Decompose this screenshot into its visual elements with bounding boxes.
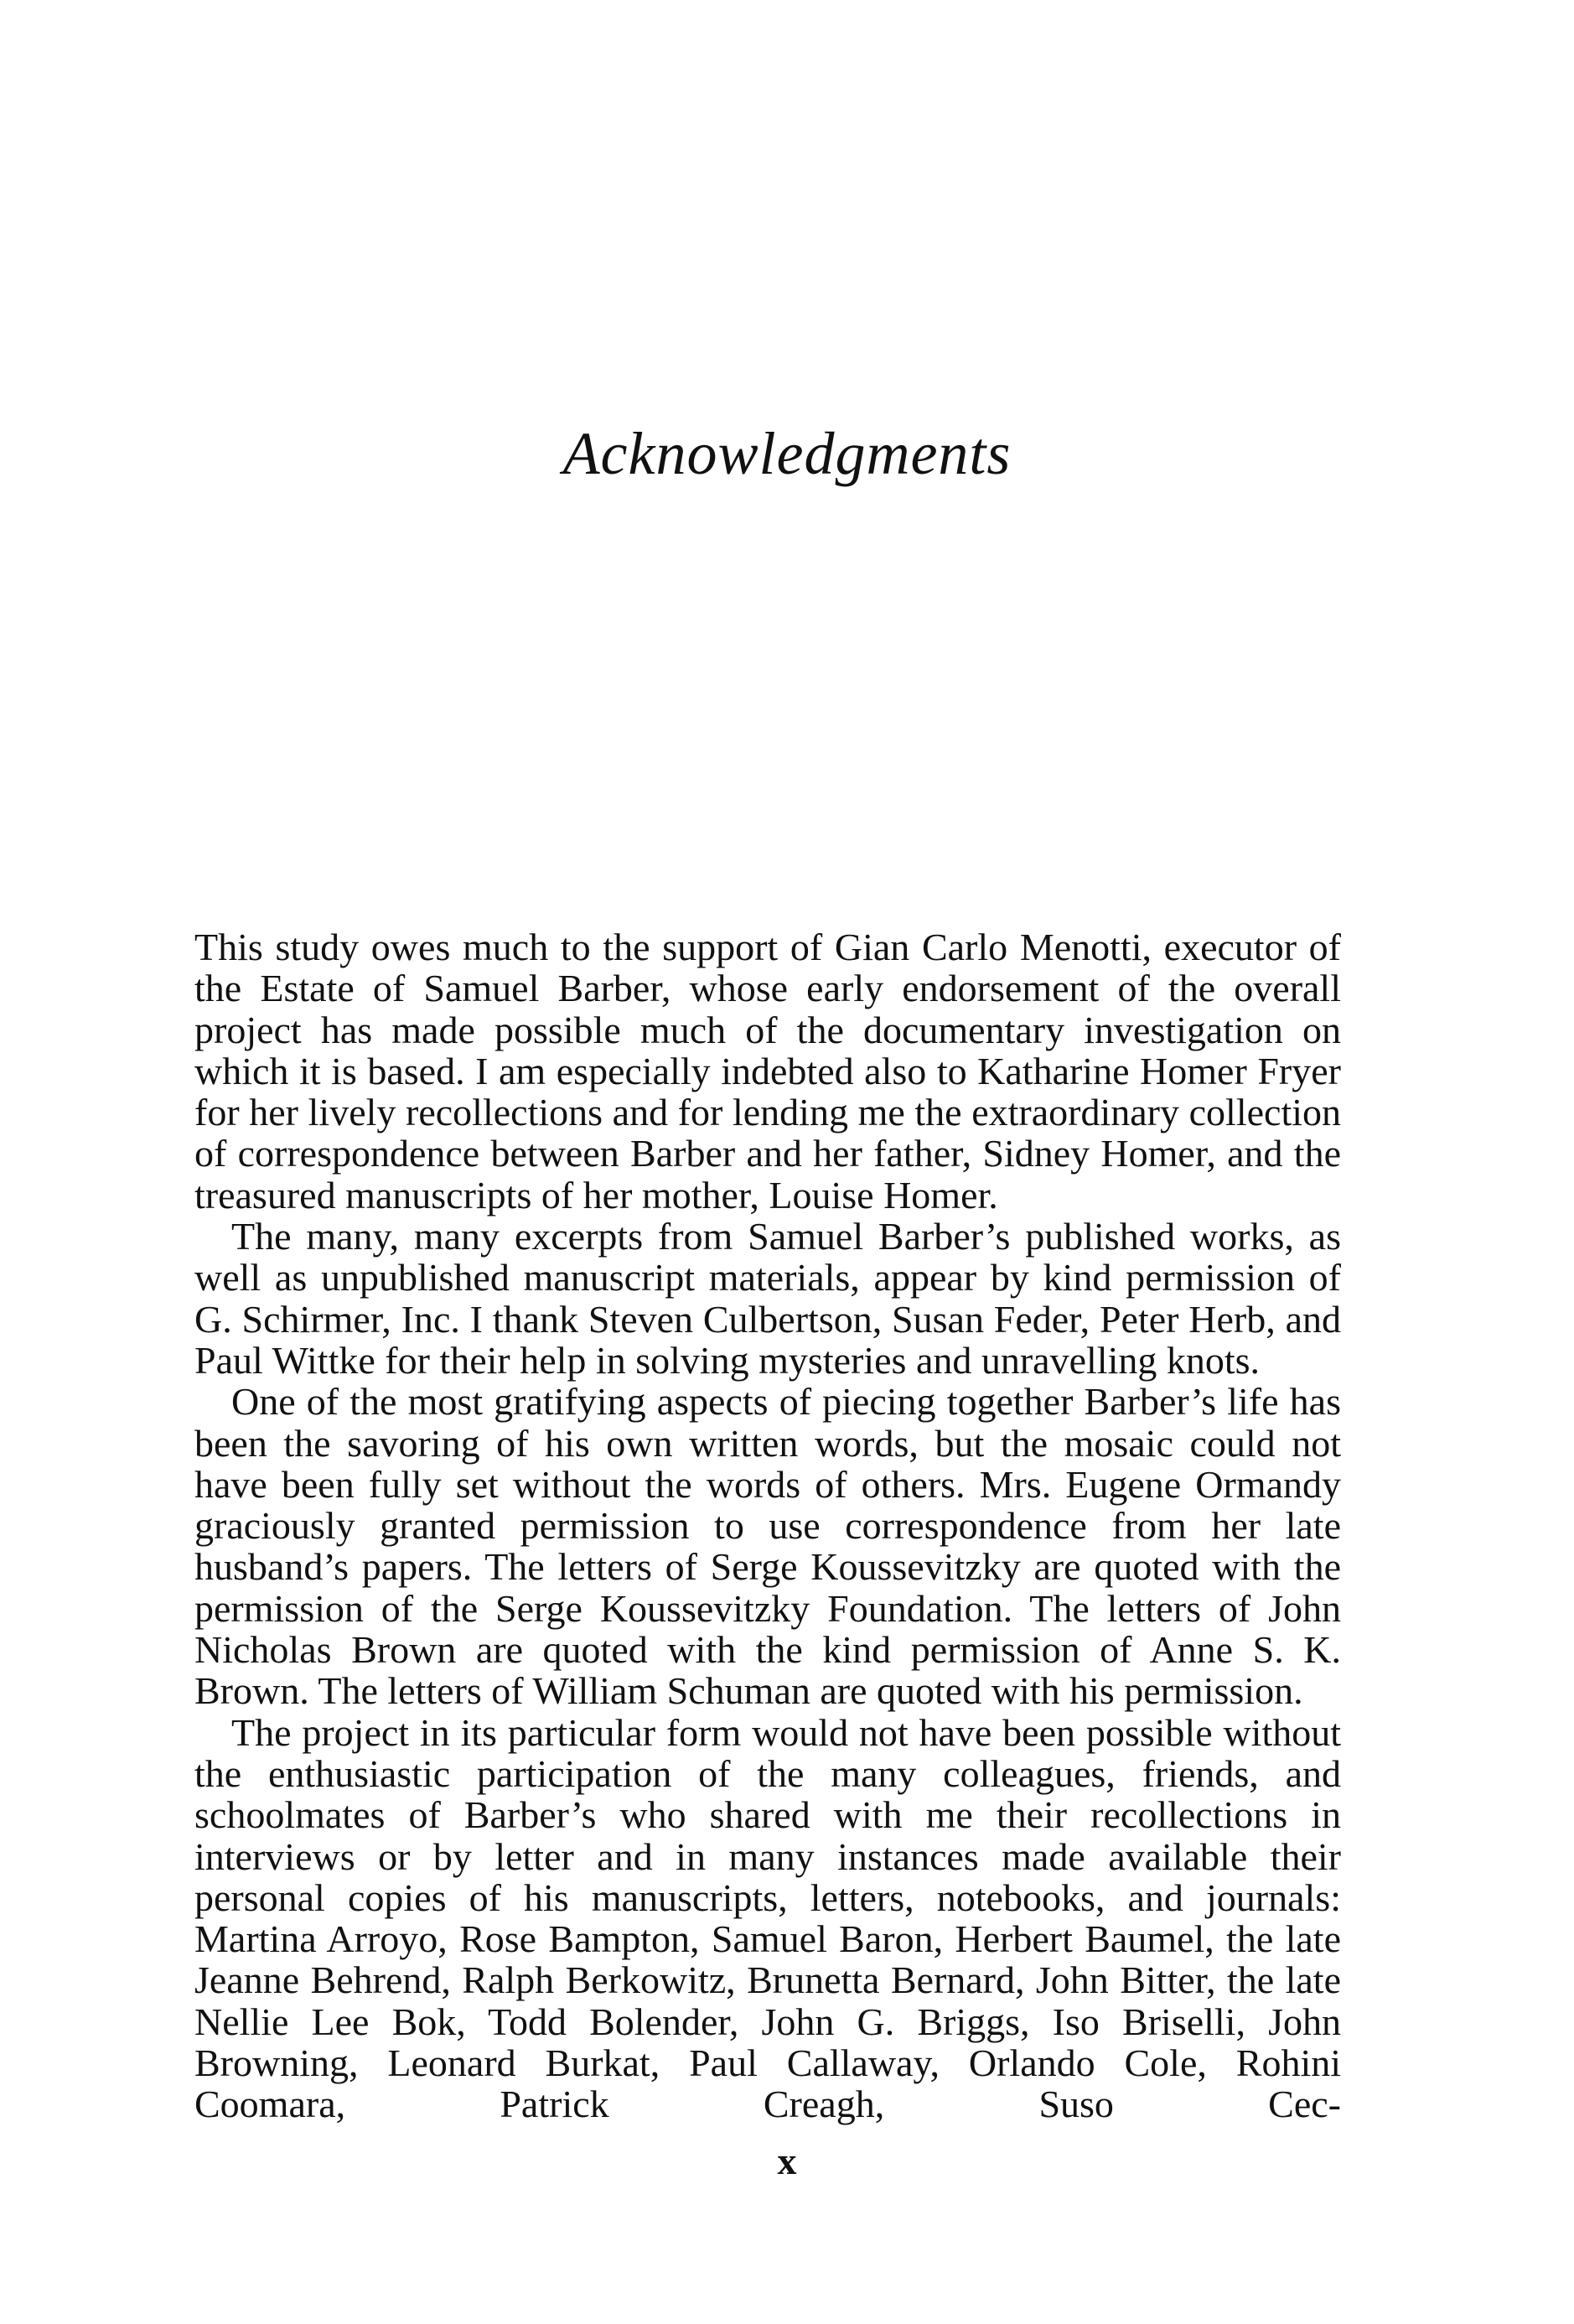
paragraph-2: The many, many excerpts from Samuel Barber’s published works, as well as unpublished manuscript materials, appear by kind permission of G. Schirmer, Inc. I thank Steven Culbertson, Susan Feder, Peter Herb, and Paul Wittke for their help in solving mysteries and unravelling knots. — [194, 1215, 1341, 1382]
page-number: x — [777, 2140, 797, 2182]
body-text — [194, 926, 1341, 2125]
paragraph-4: The project in its particular form would not have been possible without the enthusiastic participation of the many colleagues, friends, and schoolmates of Barber’s who shared with me their recollections in interviews or by letter and in many instances made available their personal copies of his manuscripts, letters, notebooks, and journals: Martina Arroyo, Rose Bampton, Samuel Baron, Herbert Baumel, the late Jeanne Behrend, Ralph Berkowitz, Brunetta Bernard, John Bitter, the late Nellie Lee Bok, Todd Bolender, John G. Briggs, Iso Briselli, John Browning, Leonard Burkat, Paul Callaway, Orlando Cole, Rohini Coomara, Patrick Creagh, Suso Cec- — [194, 1710, 1341, 2126]
page-title: Acknowledgments — [562, 420, 1012, 487]
paragraph-1: This study owes much to the support of Gian Carlo Menotti, executor of the Estate of Samuel Barber, whose early endorsement of the overall project has made possible much of the documentary investigation on which it is based. I am especially indebted also to Katharine Homer Fryer for her lively recollections and for lending me the extraordinary collection of correspondence between Barber and her father, Sidney Homer, and the treasured manuscripts of her mother, Louise Homer. — [194, 926, 1341, 1216]
paragraph-3: One of the most gratifying aspects of piecing together Barber’s life has been the savoring of his own written words, but the mosaic could not have been fully set without the words of others. Mrs. Eugene Ormandy graciously granted permission to use correspondence from her late husband’s papers. The letters of Serge Koussevitzky are quoted with the permission of the Serge Koussevitzky Foundation. The letters of John Nicholas Brown are quoted with the kind permission of Anne S. K. Brown. The letters of William Schuman are quoted with his permission. — [194, 1380, 1341, 1713]
